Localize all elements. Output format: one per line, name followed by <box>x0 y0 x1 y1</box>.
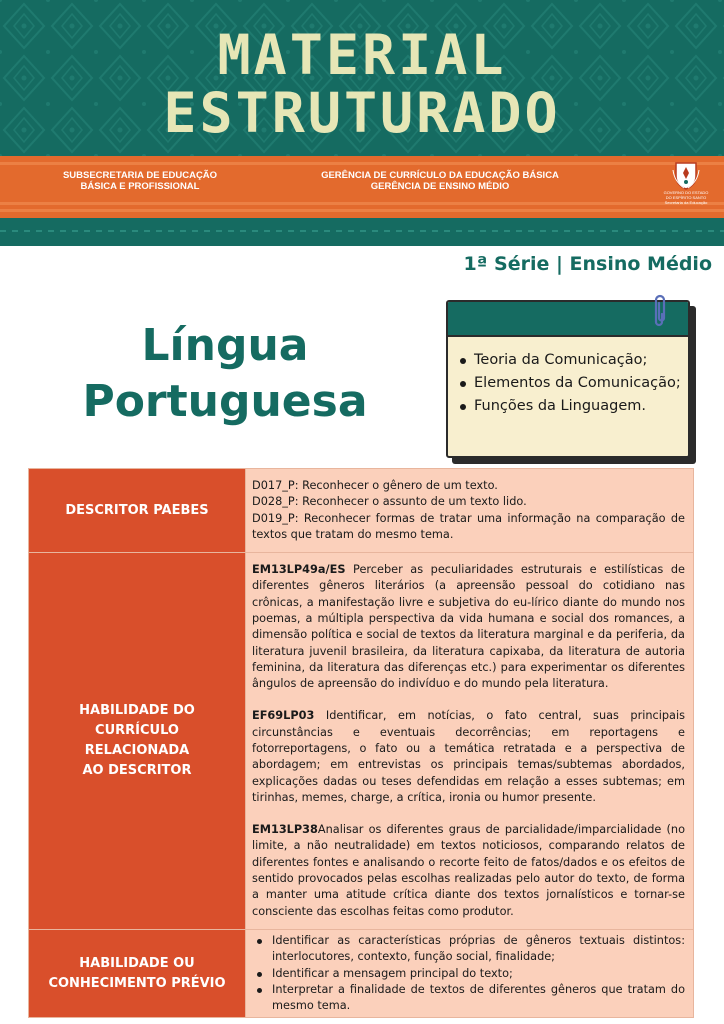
descritor-line: D019_P: Reconhecer formas de tratar uma informação na comparação de textos que tratam do mesmo tema. <box>252 511 685 541</box>
prior-knowledge-list <box>252 933 685 1014</box>
descritor-content <box>246 469 694 553</box>
topic-item: Teoria da Comunicação; <box>458 349 682 372</box>
table-row <box>29 930 694 1018</box>
skill-code: EF69LP03 <box>252 709 315 723</box>
header-bottom-strip <box>0 218 724 246</box>
descritor-line: D028_P: Reconhecer o assunto de um texto lido. <box>252 495 527 509</box>
title-line-2: ESTRUTURADO <box>163 81 561 145</box>
conhecimento-previo-content <box>246 930 694 1018</box>
subsecretaria-label: SUBSECRETARIA DE EDUCAÇÃO BÁSICA E PROFISSIONAL <box>62 170 218 192</box>
government-seal-logo: GOVERNO DO ESTADO DO ESPÍRITO SANTO Secretaria da Educação <box>660 160 712 216</box>
topic-item: Funções da Linguagem. <box>458 395 682 418</box>
skill-text: Perceber as peculiaridades estruturais e estilísticas de diferentes gêneros literários (a apreensão pessoal do cotidiano nas crônicas, a manifestação livre e subjetiva do eu-lírico diante do mundo nos poemas, a múltipla perspectiva da vida humana e social dos romances, a dimensão política e social de textos da literatura marginal e da periferia, da literatura juvenil brasileira, da literatura capixaba, da literatura de autoria feminina, da literatura das diferenças etc.) para experimentar os diferentes ângulos de apreensão do indivíduo e do mundo pela literatura. <box>252 563 685 691</box>
skill-text: Analisar os diferentes graus de parcialidade/imparcialidade (no limite, a não neutralidade) em textos noticiosos, comparando relatos de diferentes fontes e analisando o recorte feito de fatos/dados e os efeitos de sentido provocados pelas escolhas realizadas pelo autor do texto, de forma a manter uma atitude crítica diante dos textos jornalísticos e tornar-se consciente das escolhas feitas como produtor. <box>252 823 685 918</box>
coat-of-arms-icon <box>672 160 700 190</box>
table-row <box>29 553 694 930</box>
gerencia-label: GERÊNCIA DE CURRÍCULO DA EDUCAÇÃO BÁSICA GERÊNCIA DE ENSINO MÉDIO <box>321 170 559 192</box>
list-item: Interpretar a finalidade de textos de diferentes gêneros que tratam do mesmo tema. <box>252 982 685 1015</box>
grade-level-label: 1ª Série | Ensino Médio <box>463 253 712 275</box>
skill-text: Identificar, em notícias, o fato central, suas principais circunstâncias e eventuais decorrências; em reportagens e fotorreportagens, o fato ou a temática retratada e a perspectiva de abordagem; em entrevistas os principais temas/subtemas abordados, explicações dadas ou teses defendidas em relação a esses subtemas; em tirinhas, memes, charge, a crítica, ironia ou humor presente. <box>252 709 685 804</box>
title-line-1: MATERIAL <box>217 23 507 87</box>
habilidade-curriculo-label: HABILIDADE DO CURRÍCULO RELACIONADA AO DESCRITOR <box>29 553 246 930</box>
subject-line-2: Portuguesa <box>82 376 368 427</box>
topic-item: Elementos da Comunicação; <box>458 372 682 395</box>
subject-line-1: Língua <box>141 320 309 371</box>
skill-paragraph <box>252 708 685 806</box>
skill-code: EM13LP49a/ES <box>252 563 346 577</box>
table-row <box>29 469 694 553</box>
subject-title <box>60 318 390 430</box>
habilidade-curriculo-content <box>246 553 694 930</box>
skill-paragraph <box>252 822 685 920</box>
conhecimento-previo-label: HABILIDADE OU CONHECIMENTO PRÉVIO <box>29 930 246 1018</box>
descritor-label: DESCRITOR PAEBES <box>29 469 246 553</box>
header-banner <box>0 0 724 246</box>
skill-paragraph <box>252 562 685 692</box>
paperclip-icon <box>650 292 668 328</box>
list-item: Identificar as características próprias de gêneros textuais distintos: interlocutores, contexto, função social, finalidade; <box>252 933 685 966</box>
topic-list <box>448 337 688 418</box>
skills-table <box>28 468 694 1018</box>
skill-code: EM13LP38 <box>252 823 318 837</box>
document-title <box>0 23 724 145</box>
descritor-line: D017_P: Reconhecer o gênero de um texto. <box>252 478 498 492</box>
list-item: Identificar a mensagem principal do texto; <box>252 966 685 982</box>
